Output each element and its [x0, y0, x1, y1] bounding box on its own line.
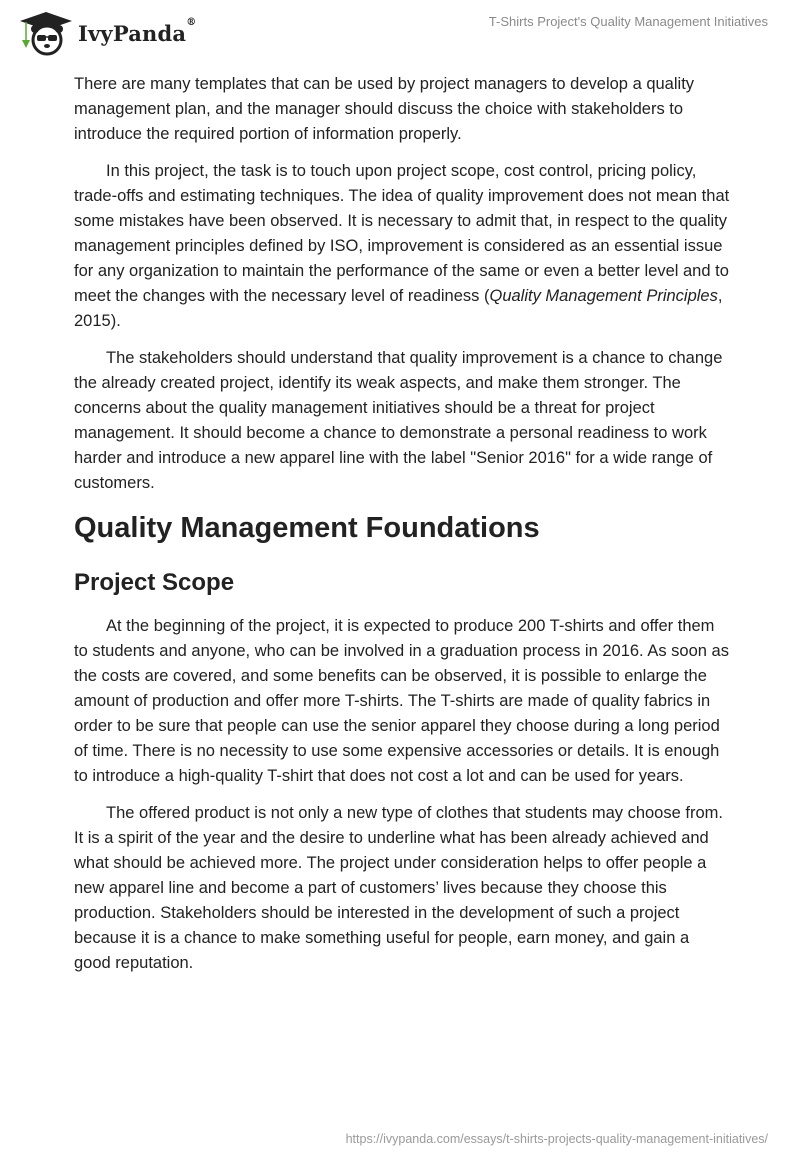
panda-graduate-icon — [18, 10, 74, 56]
subsection-heading: Project Scope — [74, 569, 235, 596]
citation-title: Quality Management Principles — [489, 287, 718, 305]
registered-mark: ® — [186, 16, 197, 28]
paragraph-stakeholders: The stakeholders should understand that quality improvement is a chance to change the already created project, identify its weak aspects, and make them stronger. The concerns about the quality management initiatives should be a threat for project management. It should become a chance to demonstrate a personal readiness to work harder and introduce a new apparel line with the label "Senior 2016" for a wide range of customers. — [74, 349, 723, 492]
ivypanda-logo[interactable] — [18, 10, 196, 56]
paragraph-project-task — [74, 159, 730, 334]
citation-year: , 2015). — [74, 287, 723, 330]
paragraph-product: The offered product is not only a new type of clothes that students may choose from. It is a spirit of the year and the desire to underline what has been already achieved and what should be achieved more. The project under consideration helps to offer people a new apparel line and become a part of customers’ lives because they choose this production. Stakeholders should be interested in the development of such a project because it is a chance to make something useful for people, earn money, and gain a good reputation. — [74, 804, 723, 972]
paragraph-scope: At the beginning of the project, it is expected to produce 200 T-shirts and offer them to students and anyone, who can be involved in a graduation process in 2016. As soon as the costs are covered, and some benefits can be observed, it is possible to enlarge the amount of production and offer more T-shirts. The T-shirts are made of quality fabrics in order to be sure that people can use the senior apparel they choose during a long period of time. There is no necessity to use some expensive accessories or details. It is enough to introduce a high-quality T-shirt that does not cost a lot and can be used for years. — [74, 617, 729, 785]
source-url[interactable]: https://ivypanda.com/essays/t-shirts-projects-quality-management-initiatives/ — [345, 1132, 768, 1146]
essay-content — [74, 72, 730, 988]
page-header — [0, 0, 800, 60]
logo-text: IvyPanda® — [78, 16, 197, 46]
paragraph-text: In this project, the task is to touch upon project scope, cost control, pricing policy, trade-offs and estimating techniques. The idea of quality improvement does not mean that some mistakes have been observed. It is necessary to admit that, in respect to the quality management principles defined by ISO, improvement is considered as an essential issue for any organization to maintain the performance of the same or even a better level and to meet the changes with the necessary level of readiness ( — [74, 162, 730, 305]
paragraph-intro: There are many templates that can be used by project managers to develop a quality management plan, and the manager should discuss the choice with stakeholders to introduce the required portion of information properly. — [74, 75, 695, 143]
document-title: T-Shirts Project's Quality Management Initiatives — [488, 14, 768, 29]
section-heading: Quality Management Foundations — [74, 512, 540, 544]
